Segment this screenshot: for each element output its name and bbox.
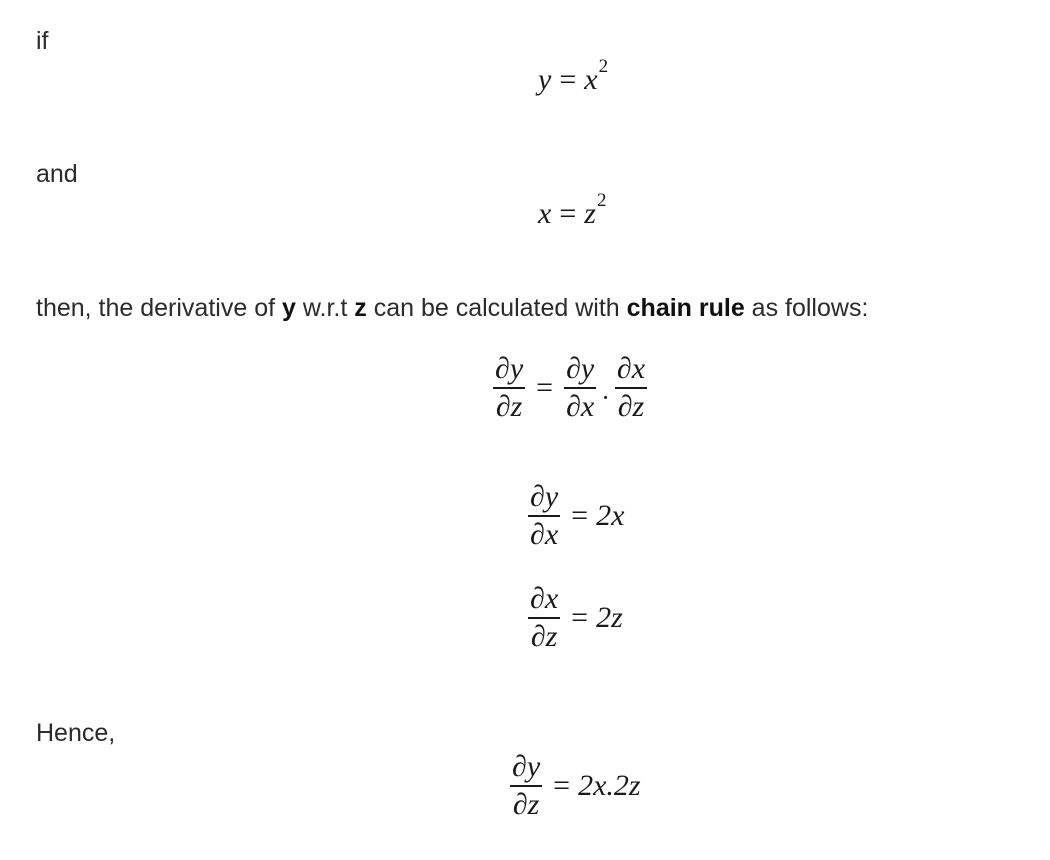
text-and: and	[36, 160, 78, 188]
result-numerator: ∂y	[512, 750, 541, 783]
dxdz-numerator: ∂x	[530, 582, 559, 615]
fraction-bar	[493, 387, 525, 389]
chain-multiply-dot: ·	[601, 382, 610, 412]
equation-result	[507, 752, 641, 820]
eq1-equals: =	[559, 63, 577, 96]
sentence-bold-y: y	[281, 294, 296, 322]
dxdz-equals: =	[571, 600, 589, 634]
chain-lhs-numerator: ∂y	[495, 352, 524, 385]
equation-chain-rule	[490, 354, 650, 422]
chain-factor2-numerator: ∂x	[616, 352, 646, 385]
dxdz-denominator: ∂z	[530, 619, 558, 653]
sentence-bold-z: z	[354, 294, 367, 322]
result-denominator: ∂z	[512, 787, 540, 821]
eq2-lhs: x	[538, 197, 552, 230]
chain-lhs-denominator: ∂z	[495, 389, 523, 423]
fraction-bar	[615, 387, 647, 389]
sentence-part-a: then, the derivative of	[36, 294, 282, 322]
chain-equals: =	[536, 370, 554, 404]
dydx-numerator: ∂y	[530, 480, 559, 513]
result-fraction	[510, 752, 542, 820]
chain-factor1-numerator: ∂y	[566, 352, 595, 385]
eq1-base: x	[584, 63, 598, 96]
dxdz-rhs: 2z	[596, 600, 623, 634]
eq1-exponent: 2	[598, 56, 609, 77]
equation-y-equals-x-squared	[538, 56, 609, 97]
text-if: if	[36, 27, 49, 55]
dydx-rhs: 2x	[596, 498, 625, 532]
dydx-denominator: ∂x	[530, 517, 559, 551]
fraction-bar	[528, 515, 560, 517]
sentence-part-c: can be calculated with	[366, 294, 627, 322]
chain-factor2-fraction	[615, 354, 647, 422]
result-equals: =	[553, 768, 571, 802]
eq2-equals: =	[559, 197, 577, 230]
text-hence: Hence,	[36, 719, 116, 747]
sentence-bold-chain-rule: chain rule	[626, 294, 745, 322]
fraction-bar	[510, 785, 542, 787]
chain-rule-sentence	[36, 293, 868, 323]
chain-lhs-fraction	[493, 354, 525, 422]
result-rhs: 2x.2z	[578, 768, 641, 802]
sentence-part-d: as follows:	[744, 294, 869, 322]
equation-dxdz	[525, 584, 623, 652]
sentence-part-b: w.r.t	[295, 294, 355, 322]
fraction-bar	[564, 387, 596, 389]
eq2-base: z	[584, 197, 596, 230]
chain-factor1-denominator: ∂x	[566, 389, 595, 423]
chain-factor2-denominator: ∂z	[617, 389, 645, 423]
fraction-bar	[528, 617, 560, 619]
dydx-equals: =	[571, 498, 589, 532]
equation-x-equals-z-squared	[538, 190, 607, 231]
dxdz-fraction	[528, 584, 560, 652]
chain-factor1-fraction	[564, 354, 596, 422]
eq1-lhs: y	[538, 63, 552, 96]
equation-dydx	[525, 482, 624, 550]
dydx-fraction	[528, 482, 560, 550]
eq2-exponent: 2	[596, 190, 607, 211]
